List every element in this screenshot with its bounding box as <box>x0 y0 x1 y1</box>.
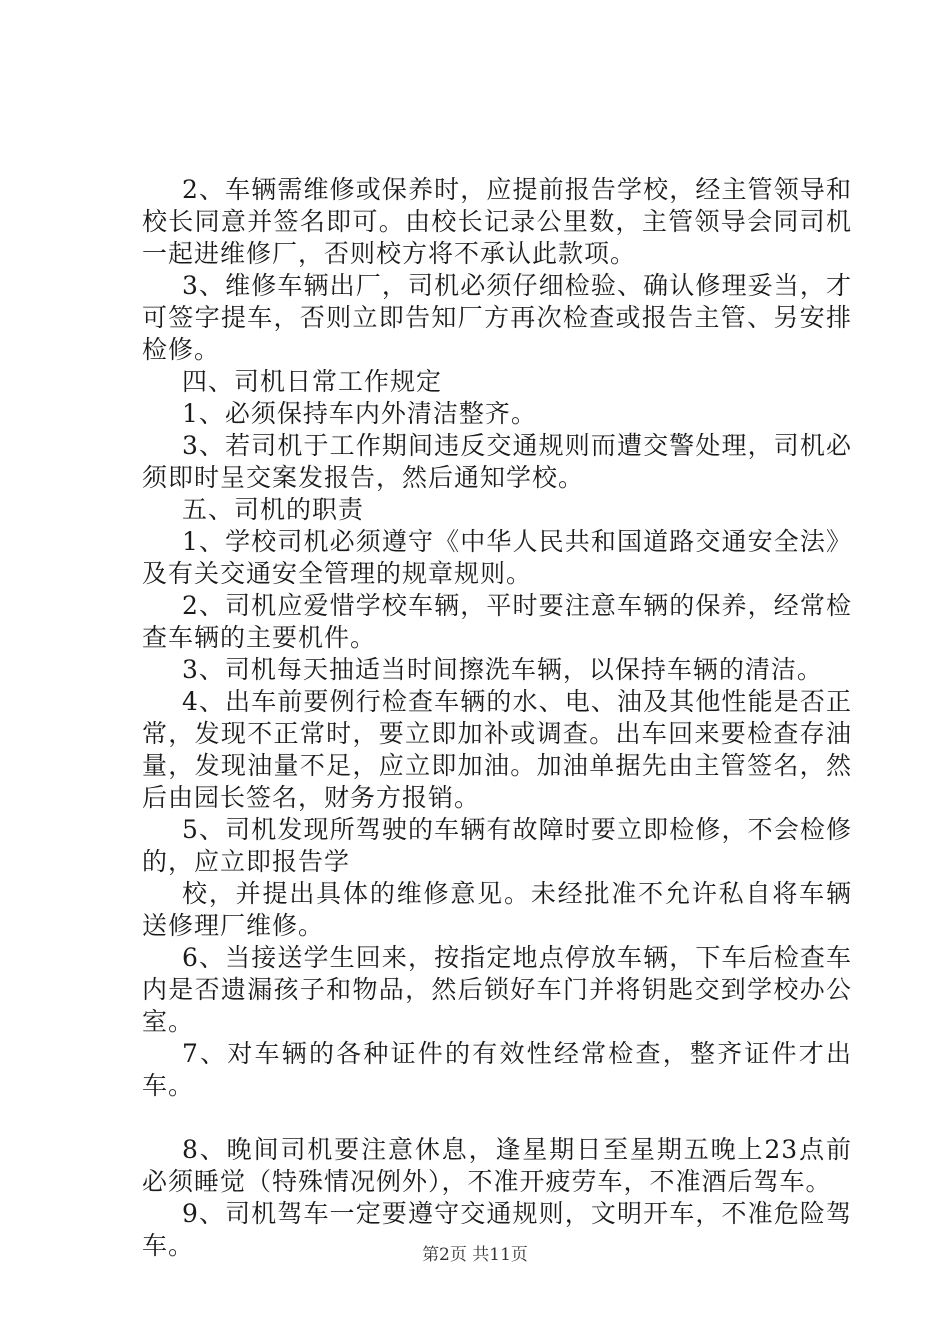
section-heading-daily-rules: 四、司机日常工作规定 <box>182 367 443 396</box>
paragraph-maintenance-approval: 2、车辆需维修或保养时，应提前报告学校，经主管领导和校长同意并签名即可。由校长记录公里数，主管领导会同司机一起进维修厂，否则校方将不承认此款项。 <box>142 175 852 268</box>
paragraph-spacer <box>142 1102 852 1134</box>
paragraph-vehicle-care: 2、司机应爱惜学校车辆，平时要注意车辆的保养，经常检查车辆的主要机件。 <box>142 591 852 652</box>
paragraph-fault-repair-continued: 校，并提出具体的维修意见。未经批准不允许私自将车辆送修理厂维修。 <box>142 879 852 940</box>
paragraph-fault-repair: 5、司机发现所驾驶的车辆有故障时要立即检修，不会检修的，应立即报告学 <box>142 815 852 876</box>
page-number-footer: 第2页 共11页 <box>422 1245 528 1265</box>
document-body <box>142 174 852 1262</box>
paragraph-night-rest: 8、晚间司机要注意休息，逢星期日至星期五晚上23点前必须睡觉（特殊情况例外），不准开疲劳车，不准酒后驾车。 <box>142 1135 852 1196</box>
paragraph-repair-pickup: 3、维修车辆出厂，司机必须仔细检验、确认修理妥当，才可签字提车，否则立即告知厂方再次检查或报告主管、另安排检修。 <box>142 271 852 364</box>
paragraph-documents-check: 7、对车辆的各种证件的有效性经常检查，整齐证件才出车。 <box>142 1039 852 1100</box>
paragraph-traffic-law: 1、学校司机必须遵守《中华人民共和国道路交通安全法》及有关交通安全管理的规章规则。 <box>142 527 852 588</box>
paragraph-student-dropoff: 6、当接送学生回来，按指定地点停放车辆，下车后检查车内是否遗漏孩子和物品，然后锁好车门并将钥匙交到学校办公室。 <box>142 943 852 1036</box>
paragraph-safe-driving: 9、司机驾车一定要遵守交通规则，文明开车，不准危险驾车。 <box>142 1199 852 1260</box>
paragraph-keep-clean: 1、必须保持车内外清洁整齐。 <box>182 399 537 428</box>
paragraph-wash-vehicle: 3、司机每天抽适当时间擦洗车辆，以保持车辆的清洁。 <box>182 655 823 684</box>
paragraph-pre-trip-check: 4、出车前要例行检查车辆的水、电、油及其他性能是否正常，发现不正常时，要立即加补或调查。出车回来要检查存油量，发现油量不足，应立即加油。加油单据先由主管签名，然后由园长签名，财务方报销。 <box>142 687 852 812</box>
section-heading-duties: 五、司机的职责 <box>182 495 365 524</box>
paragraph-traffic-violation: 3、若司机于工作期间违反交通规则而遭交警处理，司机必须即时呈交案发报告，然后通知学校。 <box>142 431 852 492</box>
